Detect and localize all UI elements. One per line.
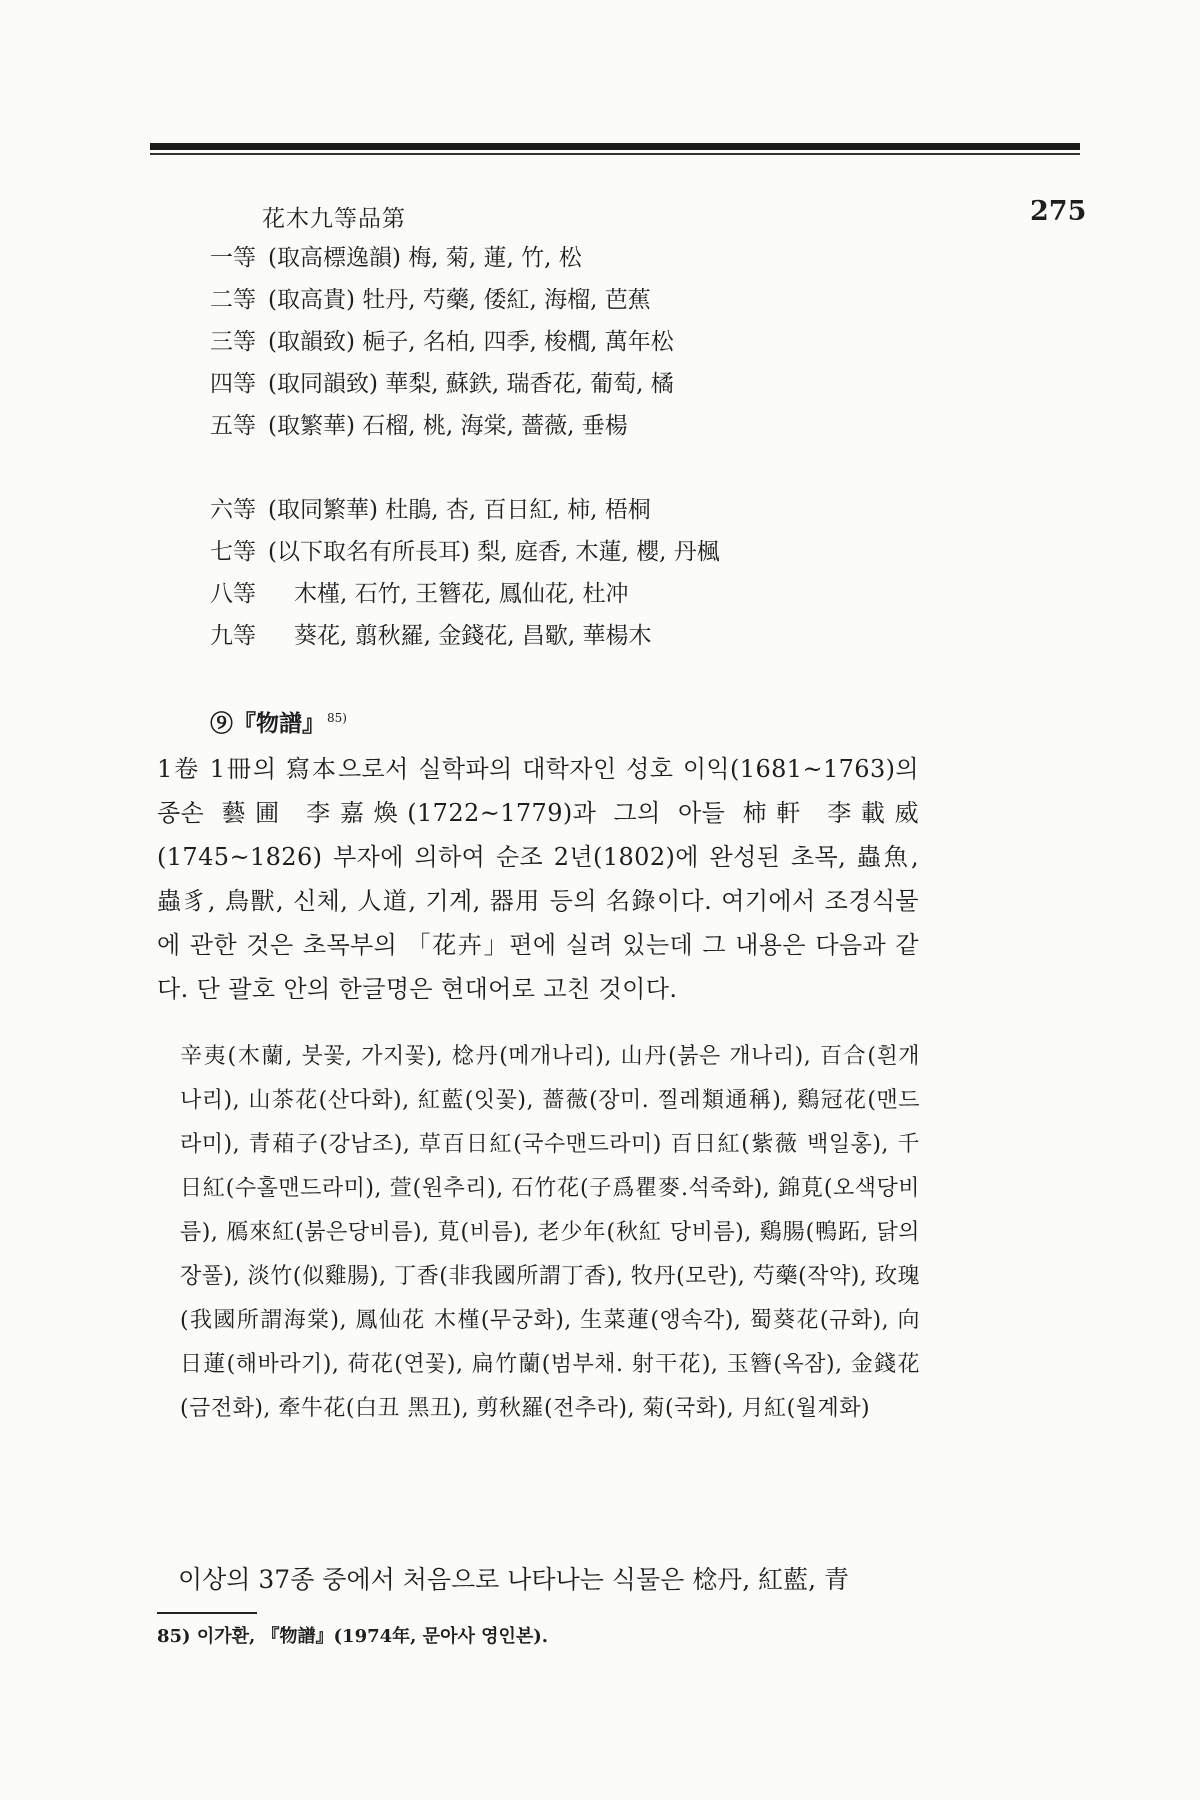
list-item: 六等 (取同繁華) 杜鵑, 杏, 百日紅, 柿, 梧桐: [210, 497, 651, 523]
page-number: 275: [1030, 196, 1087, 227]
ranking-list: [210, 237, 1050, 657]
plant-list-paragraph: 辛夷(木蘭, 붓꽃, 가지꽃), 棯丹(메개나리), 山丹(붉은 개나리), 百合(흰개나리), 山茶花(산다화), 紅藍(잇꽃), 薔薇(장미. 찔레類通稱), 鷄冠花(맨드라미), 青葙子(강남조), 草百日紅(국수맨드라미) 百日紅(紫薇 백일홍), 千日紅(수홀맨드라미), 萱(원추리), 石竹花(子爲瞿麥.석죽화), 錦莧(오색당비름), 鴈來紅(붉은당비름), 莧(비름), 老少年(秋紅 당비름), 鷄腸(鴨跖, 닭의 장풀), 淡竹(似雞腸), 丁香(非我國所謂丁香), 牧丹(모란), 芍藥(작약), 玫瑰(我國所謂海棠), 鳳仙花 木槿(무궁화), 生菜蓮(앵속각), 蜀葵花(규화), 向日蓮(해바라기), 荷花(연꽃), 扁竹蘭(범부채. 射干花), 玉簪(옥잠), 金錢花(금전화), 牽牛花(白丑 黑丑), 剪秋羅(전추라), 菊(국화), 月紅(월계화): [180, 1044, 920, 1421]
list-item: 八等 木槿, 石竹, 王簪花, 鳳仙花, 杜冲: [210, 581, 629, 607]
body-paragraph: 1卷 1冊의 寫本으로서 실학파의 대학자인 성호 이익(1681~1763)의 종손 藝圃 李嘉煥(1722~1779)과 그의 아들 柿軒 李載威(1745~1826) 부자에 의하여 순조 2년(1802)에 완성된 초목, 蟲魚, 蟲豸, 鳥獸, 신체, 人道, 기계, 器用 등의 名錄이다. 여기에서 조경식물에 관한 것은 초목부의 「花卉」편에 실려 있는데 그 내용은 다음과 같다. 단 괄호 안의 한글명은 현대어로 고친 것이다.: [157, 755, 919, 1003]
footnote: 85) 이가환, 『物譜』(1974年, 문아사 영인본).: [157, 1626, 549, 1647]
list-item: 二等 (取高貴) 牡丹, 芍藥, 倭紅, 海榴, 芭蕉: [210, 287, 651, 313]
list-item: 三等 (取韻致) 梔子, 名柏, 四季, 梭櫚, 萬年松: [210, 329, 674, 355]
list-item: 九等 葵花, 翦秋羅, 金錢花, 昌歜, 華楊木: [210, 623, 652, 649]
closing-paragraph: 이상의 37종 중에서 처음으로 나타나는 식물은 棯丹, 紅藍, 青: [178, 1565, 849, 1594]
header-rule-thick: [150, 143, 1080, 150]
footnote-rule: [157, 1612, 257, 1614]
list-item: 一等 (取高標逸韻) 梅, 菊, 蓮, 竹, 松: [210, 245, 582, 271]
list-item: 五等 (取繁華) 石榴, 桃, 海棠, 薔薇, 垂楊: [210, 413, 628, 439]
list-heading: 花木九等品第: [262, 206, 406, 232]
section-title: ⑨『物譜』 $^{85)}$: [210, 710, 347, 737]
list-item: 四等 (取同韻致) 華梨, 蘇鉄, 瑞香花, 葡萄, 橘: [210, 371, 674, 397]
header-rule-thin: [150, 153, 1080, 155]
list-item: 七等 (以下取名有所長耳) 梨, 庭香, 木蓮, 櫻, 丹楓: [210, 539, 720, 565]
footnote-reference: 85): [327, 711, 347, 726]
